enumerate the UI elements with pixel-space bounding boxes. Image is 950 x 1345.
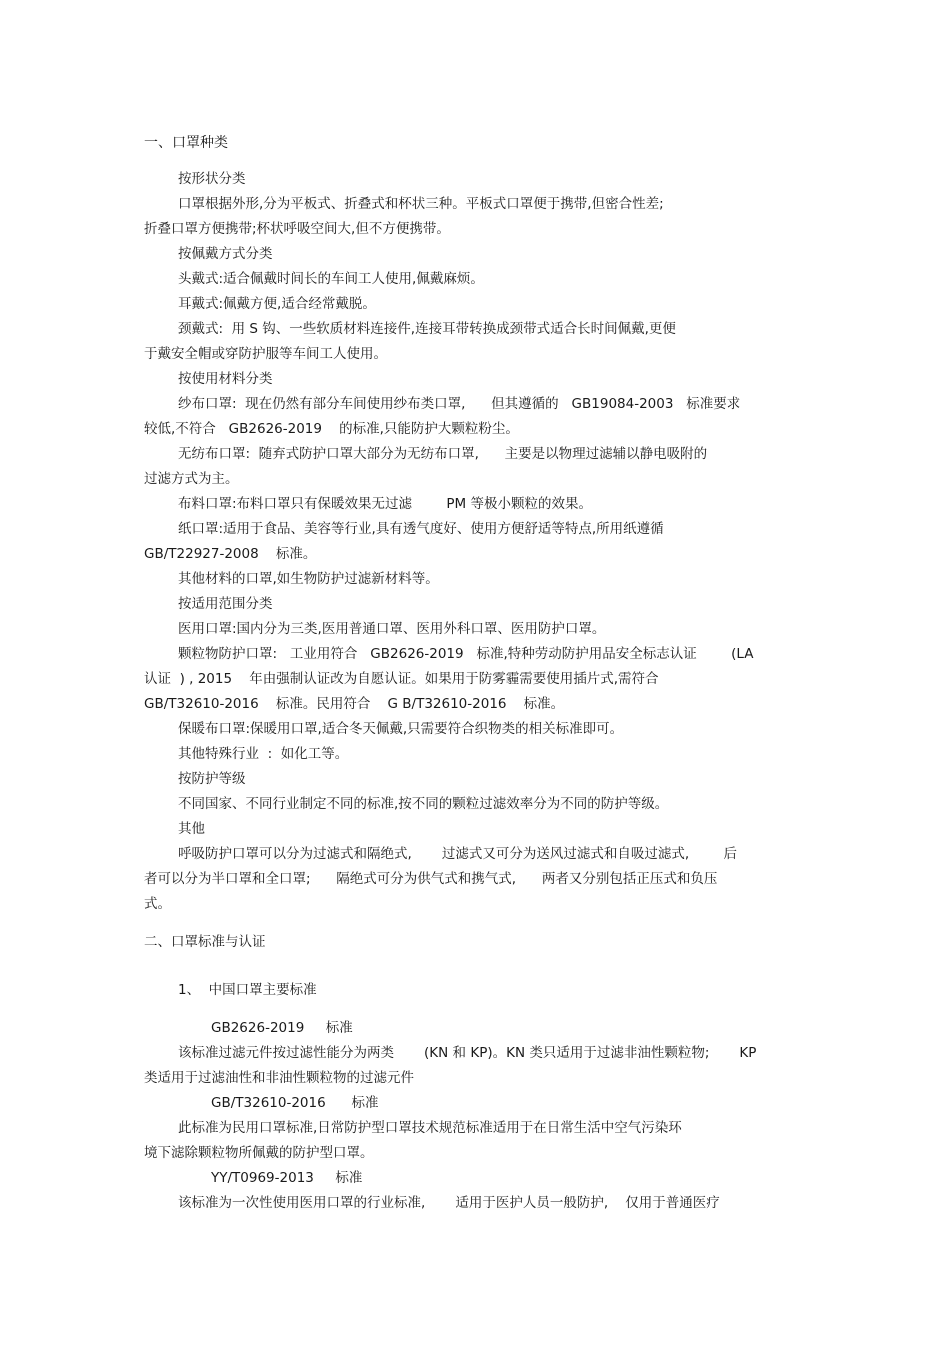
paragraph-line: 过滤方式为主。 [144,471,239,487]
standard-title: YY/T0969-2013 标准 [211,1170,363,1186]
subheading-by-wearing: 按佩戴方式分类 [178,246,273,262]
standard-title: GB/T32610-2016 标准 [211,1095,379,1111]
section-heading-standards: 二、口罩标准与认证 [144,934,266,950]
standard-title: GB2626-2019 标准 [211,1020,353,1036]
paragraph-line: 者可以分为半口罩和全口罩; 隔绝式可分为供气式和携气式, 两者又分别包括正压式和负压 [144,871,718,887]
subheading-by-scope: 按适用范围分类 [178,596,273,612]
paragraph-line: 耳戴式:佩戴方便,适合经常戴脱。 [178,296,376,312]
paragraph-line: 类适用于过滤油性和非油性颗粒物的过滤元件 [144,1070,414,1086]
paragraph-line: 纱布口罩: 现在仍然有部分车间使用纱布类口罩, 但其遵循的 GB19084-2003 标准要求 [178,396,741,412]
subheading-by-material: 按使用材料分类 [178,371,273,387]
paragraph-line: 颗粒物防护口罩: 工业用符合 GB2626-2019 标准,特种劳动防护用品安全标志认证 (LA [178,646,754,662]
paragraph-line: 该标准过滤元件按过滤性能分为两类 (KN 和 KP)。KN 类只适用于过滤非油性颗粒物; KP [178,1045,757,1061]
paragraph-line: 此标准为民用口罩标准,日常防护型口罩技术规范标准适用于在日常生活中空气污染环 [178,1120,682,1136]
paragraph-line: 于戴安全帽或穿防护服等车间工人使用。 [144,346,387,362]
paragraph-line: 其他特殊行业 : 如化工等。 [178,746,349,762]
paragraph-line: 较低,不符合 GB2626-2019 的标准,只能防护大颗粒粉尘。 [144,421,519,437]
paragraph-line: 其他材料的口罩,如生物防护过滤新材料等。 [178,571,439,587]
paragraph-line: GB/T32610-2016 标准。民用符合 G B/T32610-2016 标准。 [144,696,565,712]
paragraph-line: 折叠口罩方便携带;杯状呼吸空间大,但不方便携带。 [144,221,450,237]
subheading-by-shape: 按形状分类 [178,171,246,187]
paragraph-line: 境下滤除颗粒物所佩戴的防护型口罩。 [144,1145,374,1161]
subheading-other: 其他 [178,821,205,837]
paragraph-line: 无纺布口罩: 随弃式防护口罩大部分为无纺布口罩, 主要是以物理过滤辅以静电吸附的 [178,446,708,462]
paragraph-line: 呼吸防护口罩可以分为过滤式和隔绝式, 过滤式又可分为送风过滤式和自吸过滤式, 后 [178,846,737,862]
paragraph-line: 口罩根据外形,分为平板式、折叠式和杯状三种。平板式口罩便于携带,但密合性差; [178,196,664,212]
paragraph-line: 颈戴式: 用 S 钩、一些软质材料连接件,连接耳带转换成颈带式适合长时间佩戴,更便 [178,321,676,337]
paragraph-line: GB/T22927-2008 标准。 [144,546,317,562]
subheading-china-standards: 1、 中国口罩主要标准 [178,982,317,998]
paragraph-line: 保暖布口罩:保暖用口罩,适合冬天佩戴,只需要符合织物类的相关标准即可。 [178,721,624,737]
paragraph-line: 头戴式:适合佩戴时间长的车间工人使用,佩戴麻烦。 [178,271,484,287]
paragraph-line: 医用口罩:国内分为三类,医用普通口罩、医用外科口罩、医用防护口罩。 [178,621,606,637]
subheading-by-protection-level: 按防护等级 [178,771,246,787]
paragraph-line: 该标准为一次性使用医用口罩的行业标准, 适用于医护人员一般防护, 仅用于普通医疗 [178,1195,720,1211]
paragraph-line: 纸口罩:适用于食品、美容等行业,具有透气度好、使用方便舒适等特点,所用纸遵循 [178,521,664,537]
paragraph-line: 认证 ) , 2015 年由强制认证改为自愿认证。如果用于防雾霾需要使用插片式,需符合 [144,671,659,687]
section-heading-mask-types: 一、口罩种类 [144,135,228,151]
paragraph-line: 布料口罩:布料口罩只有保暖效果无过滤 PM 等极小颗粒的效果。 [178,496,592,512]
paragraph-line: 式。 [144,896,171,912]
paragraph-line: 不同国家、不同行业制定不同的标准,按不同的颗粒过滤效率分为不同的防护等级。 [178,796,669,812]
